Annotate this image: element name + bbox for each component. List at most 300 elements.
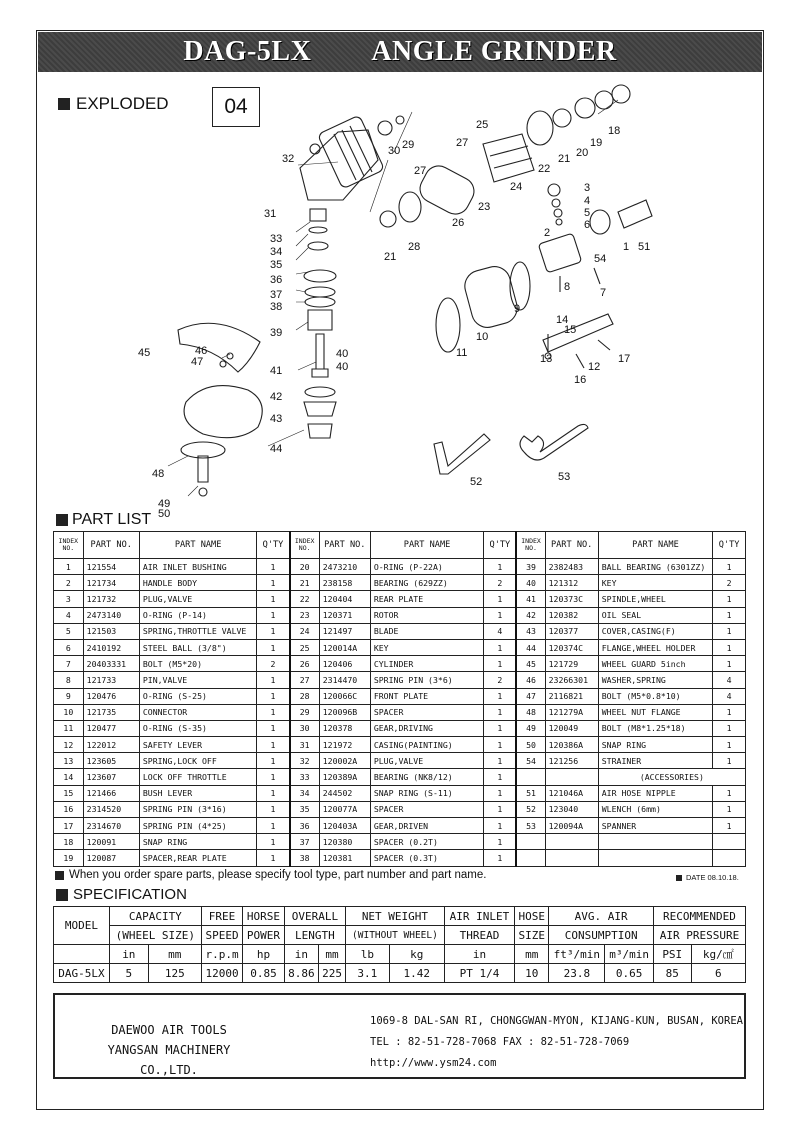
table-row: [54, 753, 746, 769]
qty-cell: 1: [484, 607, 517, 623]
part-name-cell: HANDLE BODY: [139, 575, 257, 591]
callout-52: 52: [470, 476, 483, 488]
qty-cell: 2: [257, 656, 290, 672]
exploded-label: EXPLODED: [76, 94, 169, 113]
rear-plate-22: [527, 111, 553, 145]
spacer-37: [305, 287, 335, 297]
index-cell: 24: [290, 623, 320, 639]
qty-cell: 1: [713, 656, 746, 672]
part-name-cell: PLUG,VALVE: [370, 753, 483, 769]
part-name-cell: CONNECTOR: [139, 704, 257, 720]
callout-31: 31: [264, 208, 277, 220]
part-no-cell: 120389A: [319, 769, 370, 785]
part-no-cell: 120377: [545, 623, 598, 639]
spec-sub-pressure: AIR PRESSURE: [653, 926, 745, 945]
part-no-cell: 120091: [83, 834, 139, 850]
product-title: ANGLE GRINDER: [371, 36, 617, 67]
part-no-cell: 121732: [83, 591, 139, 607]
qty-cell: 1: [713, 559, 746, 575]
exploded-diagram: [38, 72, 762, 517]
qty-cell: 1: [257, 672, 290, 688]
spec-unit-cell: mm: [515, 945, 549, 964]
part-name-cell: CASING(PAINTING): [370, 737, 483, 753]
pin-16: [576, 354, 584, 368]
part-name-cell: SPACER,REAR PLATE: [139, 850, 257, 866]
part-no-cell: 121279A: [545, 704, 598, 720]
index-cell: 6: [54, 639, 84, 655]
part-no-cell: 123607: [83, 769, 139, 785]
spec-value-cell: PT 1/4: [444, 964, 514, 983]
part-no-cell: 120406: [319, 656, 370, 672]
spec-sub-overall: LENGTH: [284, 926, 345, 945]
part-name-cell: AIR INLET BUSHING: [139, 559, 257, 575]
index-cell: 49: [516, 720, 545, 736]
qty-cell: 1: [713, 623, 746, 639]
company-info: [370, 1011, 743, 1074]
callout-14: 14: [556, 314, 569, 326]
part-name-cell: SNAP RING: [598, 737, 712, 753]
callout-51: 51: [638, 241, 651, 253]
spanner-53: [520, 424, 588, 460]
part-no-cell: 2473210: [319, 559, 370, 575]
table-row: [54, 688, 746, 704]
table-row: [54, 704, 746, 720]
part-name-cell: SPINDLE,WHEEL: [598, 591, 712, 607]
spec-value-cell: 225: [318, 964, 345, 983]
nipple-51: [618, 200, 652, 228]
index-cell: 53: [516, 818, 545, 834]
spec-value-cell: 5: [109, 964, 148, 983]
callout-27a: 27: [456, 137, 469, 149]
spec-sub-capacity: (WHEEL SIZE): [109, 926, 201, 945]
grinding-wheel: [184, 386, 262, 438]
part-name-cell: [598, 834, 712, 850]
qty-cell: 1: [257, 688, 290, 704]
index-cell: 28: [290, 688, 320, 704]
callout-13: 13: [540, 353, 553, 365]
part-name-cell: REAR PLATE: [370, 591, 483, 607]
part-name-cell: GEAR,DRIVEN: [370, 818, 483, 834]
callout-37: 37: [270, 289, 283, 301]
part-no-cell: 120049: [545, 720, 598, 736]
index-cell: 46: [516, 672, 545, 688]
index-cell: 26: [290, 656, 320, 672]
qty-cell: 1: [257, 850, 290, 866]
qty-cell: 1: [484, 834, 517, 850]
part-name-cell: STEEL BALL (3/8"): [139, 639, 257, 655]
index-cell: 13: [54, 753, 84, 769]
part-name-cell: BOLT (M8*1.25*18): [598, 720, 712, 736]
spec-value-cell: 23.8: [549, 964, 605, 983]
callout-39: 39: [270, 327, 283, 339]
part-name-cell: BOLT (M5*0.8*10): [598, 688, 712, 704]
index-cell: 40: [516, 575, 545, 591]
handle-body-2: [538, 233, 582, 273]
callout-49: 49: [158, 498, 171, 510]
qty-cell: 1: [484, 688, 517, 704]
index-cell: 36: [290, 818, 320, 834]
spindle-41: [312, 334, 328, 377]
spec-sub-weight: (WITHOUT WHEEL): [346, 926, 445, 945]
index-cell: 39: [516, 559, 545, 575]
part-no-cell: 121466: [83, 785, 139, 801]
index-cell: 19: [54, 850, 84, 866]
header-index: INDEX NO.: [54, 532, 84, 559]
spec-header-row-1: [54, 907, 746, 926]
part-name-cell: KEY: [370, 639, 483, 655]
part-name-cell: WASHER,SPRING: [598, 672, 712, 688]
part-name-cell: O-RING (S-35): [139, 720, 257, 736]
front-plate-28: [399, 192, 421, 222]
callout-34: 34: [270, 246, 283, 258]
callout-9: 9: [514, 303, 521, 315]
part-name-cell: BOLT (M5*20): [139, 656, 257, 672]
callout-43: 43: [270, 413, 283, 425]
bolt-49: [198, 456, 208, 482]
index-cell: 30: [290, 720, 320, 736]
ring-19: [595, 91, 613, 109]
spec-value-cell: 0.85: [243, 964, 284, 983]
index-cell: 48: [516, 704, 545, 720]
header-index: INDEX NO.: [516, 532, 545, 559]
qty-cell: 1: [257, 607, 290, 623]
cover-43: [304, 402, 336, 416]
callout-28: 28: [408, 241, 421, 253]
strainer-1: [590, 210, 610, 234]
snap-ring-50: [199, 488, 207, 496]
qty-cell: 1: [484, 850, 517, 866]
index-cell: 17: [54, 818, 84, 834]
oil-seal-42: [305, 387, 335, 397]
index-cell: [516, 769, 545, 785]
part-no-cell: 121046A: [545, 785, 598, 801]
spec-header-capacity: CAPACITY: [109, 907, 201, 926]
spec-unit-cell: r.p.m: [201, 945, 242, 964]
callout-24: 24: [510, 181, 523, 193]
callout-25: 25: [476, 119, 489, 131]
ball-6: [556, 219, 562, 225]
spec-value-cell: 6: [691, 964, 745, 983]
callout-11: 11: [456, 347, 468, 359]
part-no-cell: 2410192: [83, 639, 139, 655]
qty-cell: 1: [484, 769, 517, 785]
index-cell: 8: [54, 672, 84, 688]
qty-cell: 1: [484, 801, 517, 817]
bullet-square-icon: [56, 514, 68, 526]
part-no-cell: 121735: [83, 704, 139, 720]
part-name-cell: SPRING PIN (3*16): [139, 801, 257, 817]
index-cell: 7: [54, 656, 84, 672]
qty-cell: 1: [713, 801, 746, 817]
index-cell: 54: [516, 753, 545, 769]
part-name-cell: STRAINER: [598, 753, 712, 769]
part-name-cell: O-RING (P-22A): [370, 559, 483, 575]
index-cell: 14: [54, 769, 84, 785]
part-no-cell: 120014A: [319, 639, 370, 655]
spec-header-free: FREE: [201, 907, 242, 926]
part-name-cell: BALL BEARING (6301ZZ): [598, 559, 712, 575]
index-cell: 34: [290, 785, 320, 801]
part-name-cell: WLENCH (6mm): [598, 801, 712, 817]
date-text: DATE 08.10.18.: [686, 873, 739, 882]
callout-15: 15: [564, 324, 577, 336]
spec-header-avg: AVG. AIR: [549, 907, 654, 926]
spec-unit-cell: lb: [346, 945, 390, 964]
part-list-heading: [56, 511, 151, 529]
index-cell: 22: [290, 591, 320, 607]
callout-35: 35: [270, 259, 283, 271]
bearing-39: [308, 310, 332, 330]
part-name-cell: COVER,CASING(F): [598, 623, 712, 639]
parts-table: [53, 531, 746, 867]
spec-unit-cell: ft³/min: [549, 945, 605, 964]
index-cell: 20: [290, 559, 320, 575]
header-part-name: PART NAME: [139, 532, 257, 559]
spec-unit-cell: PSI: [653, 945, 691, 964]
spec-unit-cell: in: [284, 945, 318, 964]
qty-cell: 1: [713, 704, 746, 720]
bullet-square-icon: [676, 875, 682, 881]
part-no-cell: 120477: [83, 720, 139, 736]
qty-cell: 1: [484, 818, 517, 834]
spec-unit-cell: kg: [389, 945, 444, 964]
bearing-21a: [553, 109, 571, 127]
table-row: [54, 591, 746, 607]
index-cell: 27: [290, 672, 320, 688]
table-row: [54, 656, 746, 672]
part-no-cell: 120380: [319, 834, 370, 850]
part-no-cell: 121503: [83, 623, 139, 639]
bullet-square-icon: [55, 871, 64, 880]
title-bar: [38, 32, 762, 72]
qty-cell: 1: [257, 704, 290, 720]
qty-cell: 1: [257, 834, 290, 850]
qty-cell: 1: [484, 591, 517, 607]
qty-cell: 1: [257, 769, 290, 785]
date-stamp: [676, 873, 739, 882]
index-cell: 32: [290, 753, 320, 769]
handle-stripes: [334, 126, 372, 180]
part-no-cell: [545, 834, 598, 850]
table-row: [54, 834, 746, 850]
qty-cell: 1: [713, 818, 746, 834]
part-name-cell: OIL SEAL: [598, 607, 712, 623]
spring-5: [554, 209, 562, 217]
spec-unit-cell: mm: [318, 945, 345, 964]
part-no-cell: 120403A: [319, 818, 370, 834]
spec-header-hose: HOSE: [515, 907, 549, 926]
callout-36: 36: [270, 274, 283, 286]
callout-50: 50: [158, 508, 171, 517]
callout-29: 29: [402, 139, 415, 151]
part-name-cell: SPRING,THROTTLE VALVE: [139, 623, 257, 639]
index-cell: 18: [54, 834, 84, 850]
qty-cell: 1: [713, 737, 746, 753]
plug-3: [548, 184, 560, 196]
spec-value-cell: 1.42: [389, 964, 444, 983]
ring-20: [575, 98, 595, 118]
table-row: [54, 737, 746, 753]
callout-47: 47: [191, 356, 204, 368]
header-part-no: PART NO.: [83, 532, 139, 559]
spec-unit-cell: in: [444, 945, 514, 964]
spacer-35: [308, 242, 328, 250]
gear-36: [304, 270, 336, 282]
index-cell: 38: [290, 850, 320, 866]
index-cell: 47: [516, 688, 545, 704]
callout-53: 53: [558, 471, 571, 483]
index-cell: 44: [516, 639, 545, 655]
pin-17: [598, 340, 610, 350]
spec-header-row-2: [54, 926, 746, 945]
part-no-cell: 2314670: [83, 818, 139, 834]
flange-44: [308, 424, 332, 438]
qty-cell: 1: [713, 785, 746, 801]
model-title: DAG-5LX: [183, 36, 312, 67]
callout-32: 32: [282, 153, 295, 165]
part-no-cell: 120404: [319, 591, 370, 607]
part-name-cell: BEARING (NK8/12): [370, 769, 483, 785]
part-no-cell: 2314470: [319, 672, 370, 688]
index-cell: 37: [290, 834, 320, 850]
callout-33: 33: [270, 233, 283, 245]
callout-42: 42: [270, 391, 283, 403]
order-note: [55, 869, 486, 881]
index-cell: [516, 850, 545, 866]
part-name-cell: SPACER: [370, 704, 483, 720]
part-name-cell: BUSH LEVER: [139, 785, 257, 801]
rotor-23: [483, 134, 534, 182]
callout-30: 30: [388, 145, 401, 157]
spec-value-cell: 10: [515, 964, 549, 983]
qty-cell: 1: [713, 607, 746, 623]
part-no-cell: 121972: [319, 737, 370, 753]
callout-10: 10: [476, 331, 489, 343]
index-cell: 43: [516, 623, 545, 639]
qty-cell: 1: [484, 639, 517, 655]
part-no-cell: 120374C: [545, 639, 598, 655]
header-part-name: PART NAME: [598, 532, 712, 559]
qty-cell: 1: [257, 559, 290, 575]
specification-table: [53, 906, 746, 983]
part-no-cell: 23266301: [545, 672, 598, 688]
motor-housing-part: [317, 115, 384, 189]
index-cell: 1: [54, 559, 84, 575]
callout-23: 23: [478, 201, 491, 213]
bolt-7: [594, 268, 600, 284]
part-name-cell: ROTOR: [370, 607, 483, 623]
qty-cell: 1: [484, 656, 517, 672]
part-list-label: PART LIST: [72, 511, 152, 528]
index-cell: 33: [290, 769, 320, 785]
part-name-cell: SPACER (0.2T): [370, 834, 483, 850]
company-address: 1069-8 DAL-SAN RI, CHONGGWAN-MYON, KIJANG-KUN, BUSAN, KOREA: [370, 1015, 743, 1027]
spec-unit-cell: kg/㎠: [691, 945, 745, 964]
spec-sub-free: SPEED: [201, 926, 242, 945]
part-no-cell: 120476: [83, 688, 139, 704]
part-no-cell: 238158: [319, 575, 370, 591]
part-name-cell: SPRING PIN (3*6): [370, 672, 483, 688]
qty-cell: 4: [713, 688, 746, 704]
index-cell: 35: [290, 801, 320, 817]
table-row: [54, 639, 746, 655]
table-row: [54, 623, 746, 639]
part-name-cell: SAFETY LEVER: [139, 737, 257, 753]
qty-cell: [713, 834, 746, 850]
index-cell: 25: [290, 639, 320, 655]
table-row: [54, 769, 746, 785]
index-cell: 10: [54, 704, 84, 720]
index-cell: 42: [516, 607, 545, 623]
qty-cell: 1: [257, 591, 290, 607]
part-no-cell: 120002A: [319, 753, 370, 769]
spec-value-cell: 85: [653, 964, 691, 983]
qty-cell: 1: [484, 559, 517, 575]
page-number: 04: [224, 95, 248, 118]
part-name-cell: WHEEL NUT FLANGE: [598, 704, 712, 720]
part-name-cell: WHEEL GUARD 5inch: [598, 656, 712, 672]
company-tel-fax: TEL : 82-51-728-7068 FAX : 82-51-728-7069: [370, 1036, 630, 1048]
callout-21a: 21: [558, 153, 571, 165]
spec-units-row: [54, 945, 746, 964]
part-no-cell: 120371: [319, 607, 370, 623]
table-row: [54, 607, 746, 623]
part-name-cell: O-RING (P-14): [139, 607, 257, 623]
callout-26: 26: [452, 217, 465, 229]
table-row: [54, 801, 746, 817]
qty-cell: 1: [484, 704, 517, 720]
qty-cell: 4: [484, 623, 517, 639]
part-name-cell: SPRING,LOCK OFF: [139, 753, 257, 769]
qty-cell: 2: [484, 672, 517, 688]
parts-header-row: [54, 532, 746, 559]
table-row: [54, 559, 746, 575]
callout-38: 38: [270, 301, 283, 313]
parts-table-body: [54, 559, 746, 867]
part-name-cell: FLANGE,WHEEL HOLDER: [598, 639, 712, 655]
spec-value-cell: 125: [148, 964, 201, 983]
part-no-cell: 120087: [83, 850, 139, 866]
header-part-name: PART NAME: [370, 532, 483, 559]
spec-sub-horse: POWER: [243, 926, 284, 945]
part-name-cell: SPRING PIN (4*25): [139, 818, 257, 834]
index-cell: 29: [290, 704, 320, 720]
qty-cell: 1: [713, 639, 746, 655]
casing-part: [300, 130, 378, 200]
part-no-cell: 120373C: [545, 591, 598, 607]
spec-header-overall: OVERALL: [284, 907, 345, 926]
order-note-text: When you order spare parts, please specify tool type, part number and part name.: [69, 869, 487, 881]
callout-4: 4: [584, 195, 591, 207]
safety-lever-12: [543, 314, 613, 352]
oring-4: [552, 199, 560, 207]
company-line-2: YANGSAN MACHINERY CO.,LTD.: [107, 1043, 231, 1077]
part-name-cell: SNAP RING: [139, 834, 257, 850]
table-row: [54, 720, 746, 736]
spec-header-weight: NET WEIGHT: [346, 907, 445, 926]
callout-6: 6: [584, 219, 591, 231]
index-cell: 45: [516, 656, 545, 672]
washer-46: [227, 353, 233, 359]
snap-ring-34: [309, 227, 327, 233]
bullet-square-icon: [56, 889, 68, 901]
spec-header-pressure: RECOMMENDED: [653, 907, 745, 926]
qty-cell: [713, 850, 746, 866]
callout-54: 54: [594, 253, 607, 265]
qty-cell: 1: [484, 737, 517, 753]
ring-29: [396, 116, 404, 124]
spec-model-cell: DAG-5LX: [54, 964, 110, 983]
